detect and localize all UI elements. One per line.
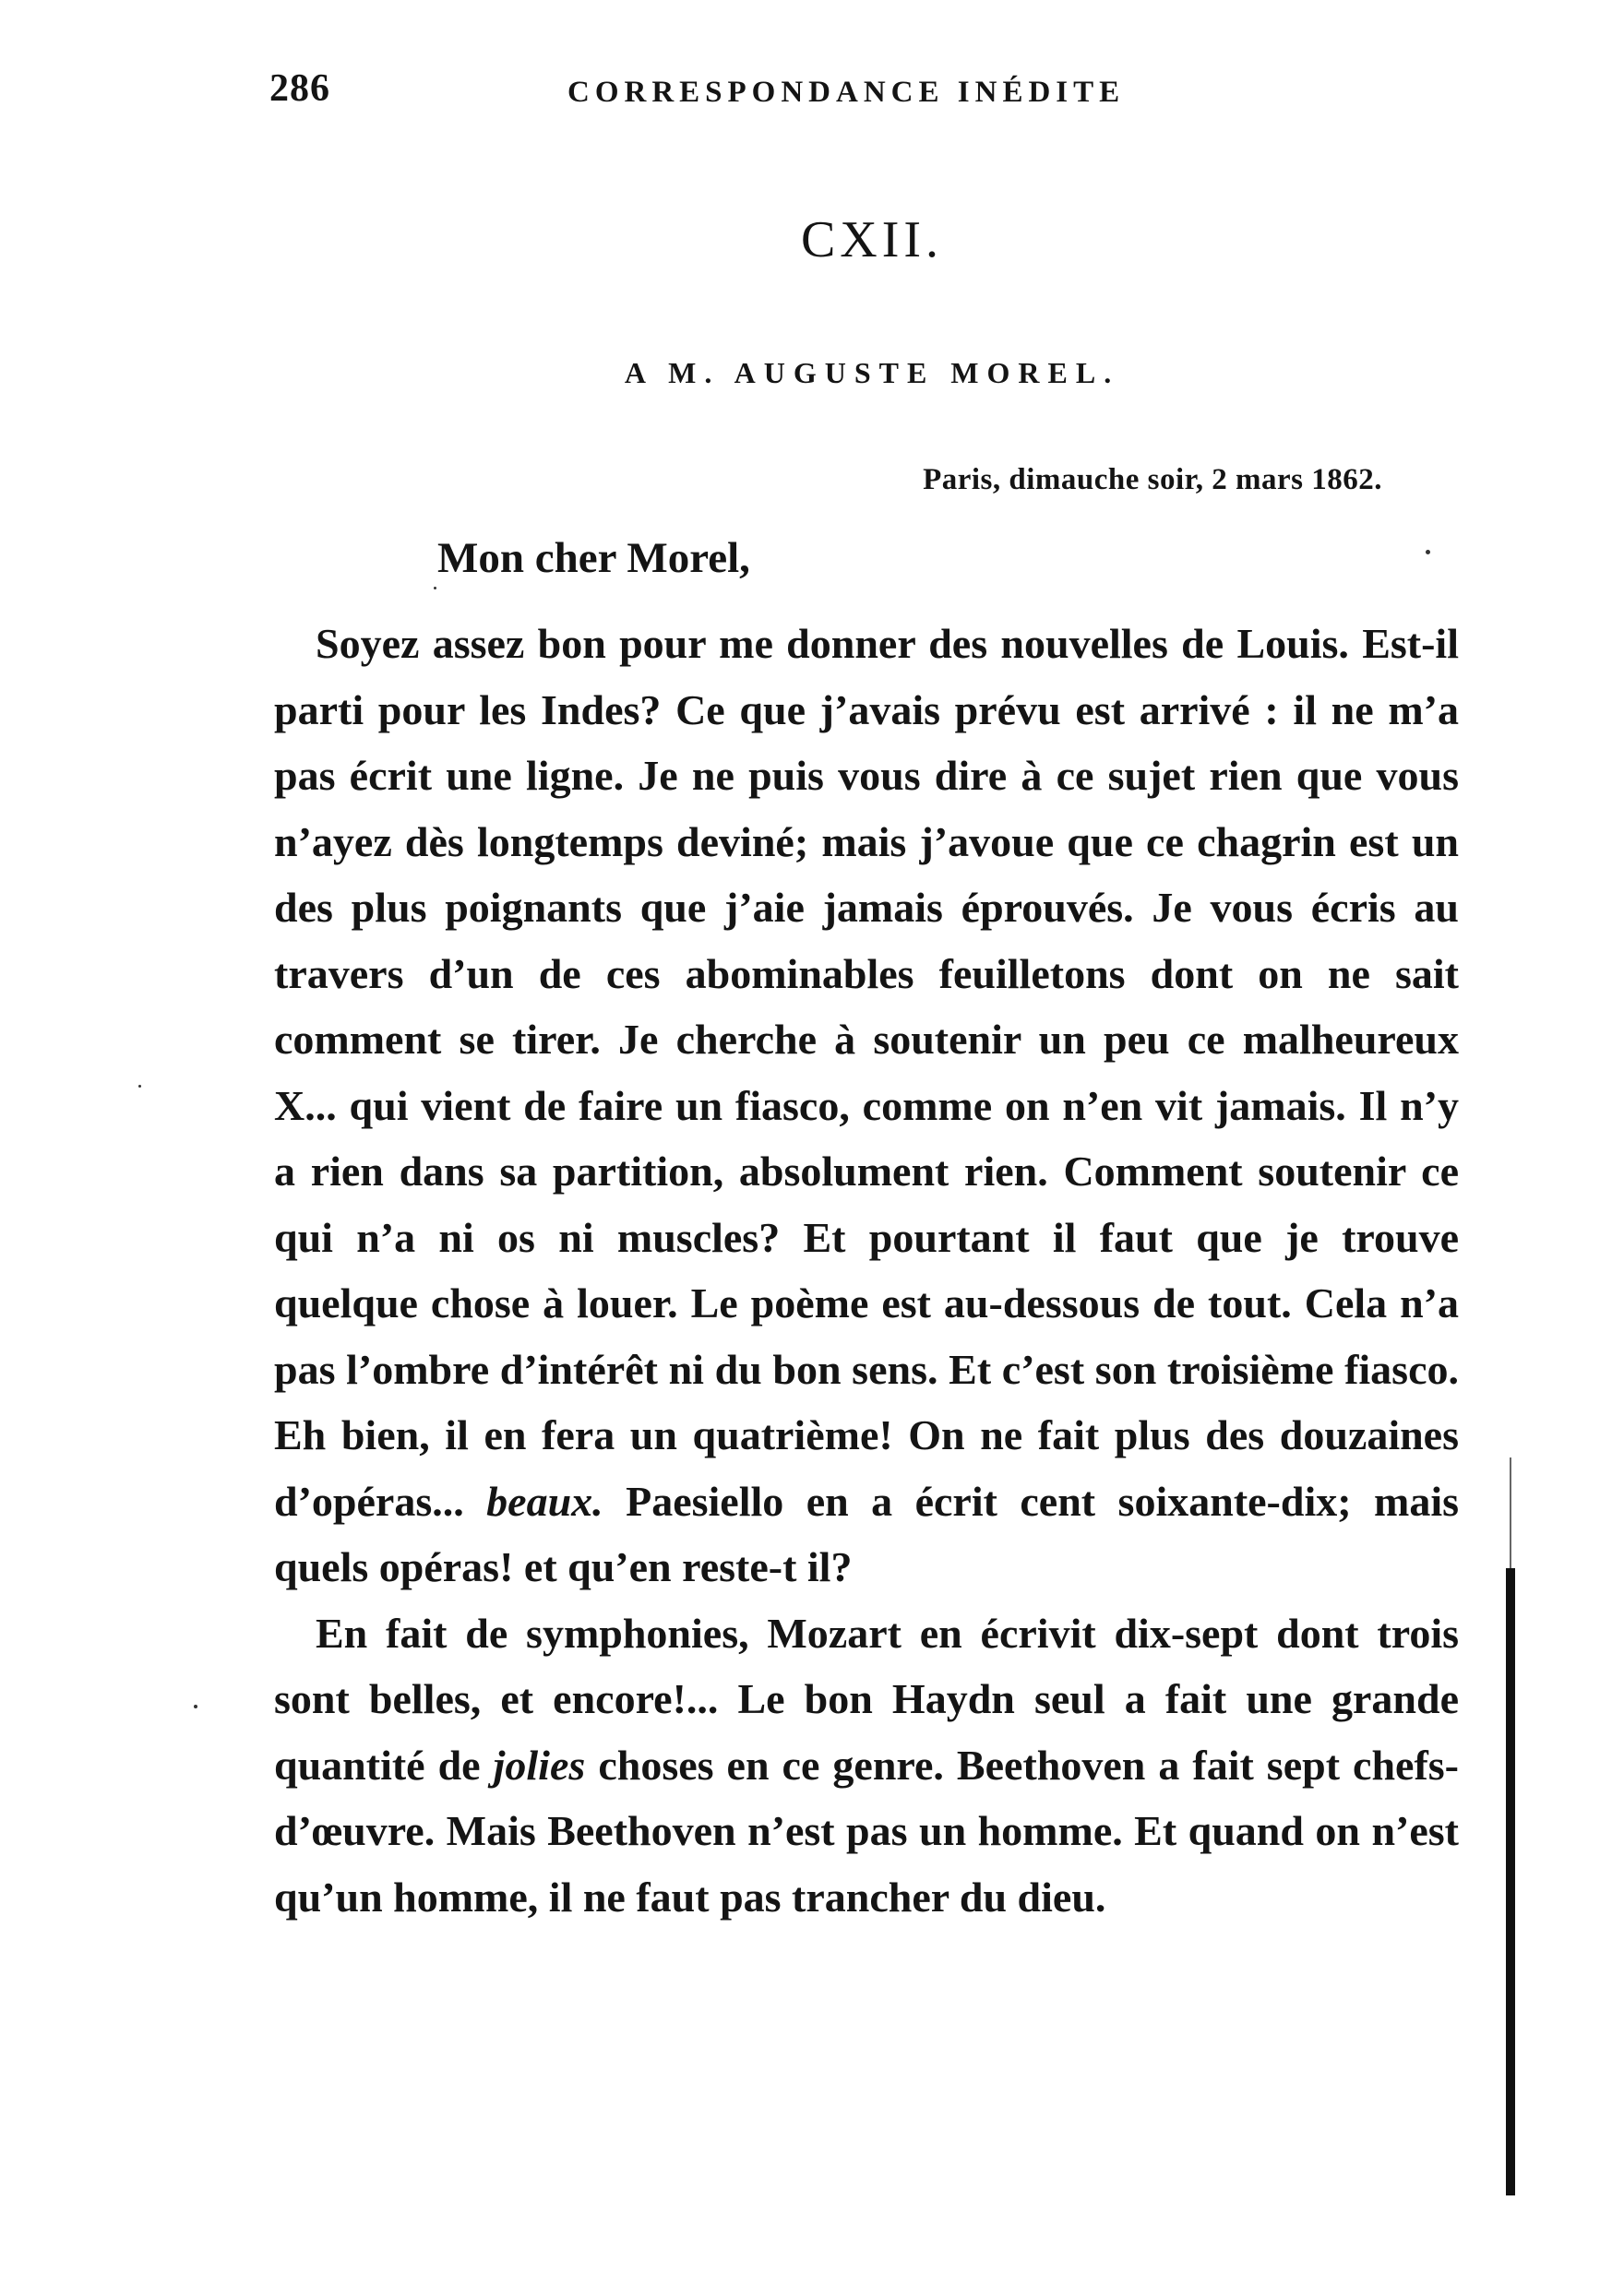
letter-addressee: A M. AUGUSTE MOREL. bbox=[624, 356, 1120, 389]
running-title: CORRESPONDANCE INÉDITE bbox=[567, 76, 1126, 109]
running-head bbox=[269, 66, 1192, 122]
letter-body bbox=[274, 611, 1459, 1930]
letter-salutation: Mon cher Morel, bbox=[437, 534, 750, 582]
gutter-line bbox=[1506, 1568, 1515, 2195]
letter-number: CXII. bbox=[800, 211, 944, 268]
gutter-line-thin bbox=[1510, 1457, 1511, 1568]
paragraph-1-italic: beaux. bbox=[486, 1477, 603, 1525]
paragraph-2-text-a: En fait de symphonies, Mozart en écrivit dix-sept dont trois sont belles, et encore!... Le bon Haydn seul a fait une grande quantité de bbox=[274, 1609, 1459, 1789]
paragraph-1 bbox=[274, 611, 1459, 1600]
paragraph-2 bbox=[274, 1600, 1459, 1931]
ink-speck bbox=[138, 1085, 141, 1088]
paragraph-2-italic: jolies bbox=[493, 1741, 586, 1789]
page-number: 286 bbox=[269, 67, 330, 110]
paragraph-1-text-a: Soyez assez bon pour me donner des nouvelles de Louis. Est-il parti pour les Indes? Ce que j’avais prévu est arrivé : il ne m’a pas écrit une ligne. Je ne puis vous dire à ce sujet rien que vous n’ayez dès longtemps deviné; mais j’avoue que ce chagrin est un des plus poignants que j’aie jamais éprouvés. Je vous écris au travers d’un de ces abominables feuilletons dont on ne sait comment se tirer. Je cherche à soutenir un peu ce malheureux X... qui vient de faire un fiasco, comme on n’en vit jamais. Il n’y a rien dans sa partition, absolument rien. Comment soutenir ce qui n’a ni os ni muscles? Et pourtant il faut que je trouve quelque chose à louer. Le poème est au-dessous de tout. Cela n’a pas l’ombre d’intérêt ni du bon sens. Et c’est son troisième fiasco. Eh bien, il en fera un quatrième! On ne fait plus des douzaines d’opéras... bbox=[274, 620, 1459, 1525]
ink-speck bbox=[1426, 550, 1430, 554]
ink-speck bbox=[194, 1705, 197, 1708]
ink-speck bbox=[434, 587, 436, 589]
letter-dateline: Paris, dimauche soir, 2 mars 1862. bbox=[923, 463, 1382, 496]
paragraph-1-text-b: Paesiello en a écrit cent soixante-dix; mais quels opéras! et qu’en reste-t il? bbox=[274, 1477, 1459, 1590]
paragraph-2-text-b: choses en ce genre. Beethoven a fait sept chefs-d’œuvre. Mais Beethoven n’est pas un homme. Et quand on n’est qu’un homme, il ne faut pas trancher du dieu. bbox=[274, 1741, 1459, 1921]
